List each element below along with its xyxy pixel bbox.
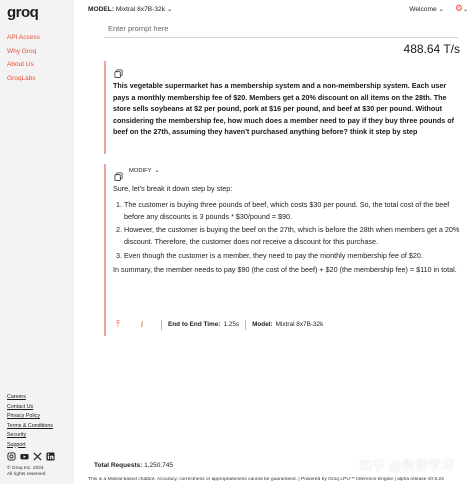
end-time-label: End to End Time: [168,321,221,328]
modify-label: MODIFY [129,168,152,174]
sidebar-footer-links [7,393,53,450]
social-links [7,452,55,461]
youtube-icon[interactable] [20,452,29,461]
end-time-value: 1.25s [223,321,240,328]
footer-terms[interactable]: Terms & Conditions [7,422,53,429]
chevron-down-icon: ⌄ [166,6,173,13]
model-select[interactable] [88,5,172,13]
top-bar [74,0,474,18]
nav-api-access[interactable]: API Access [7,34,40,41]
stats-model-value: Mixtral 8x7B-32k [275,321,324,328]
copyright: © Groq Inc. 2024 All rights reserved [7,466,46,477]
assistant-intro: Sure, let's break it down step by step: [113,184,233,193]
divider [245,320,246,330]
model-value: Mixtral 8x7B-32k [115,6,165,13]
model-label: MODEL: [88,6,115,13]
total-requests-label: Total Requests: [94,462,143,469]
stats-model-label: Model: [252,321,273,328]
sidebar-nav [7,31,40,85]
assistant-message-body [113,183,461,276]
assistant-summary: In summary, the member needs to pay $90 (the cost of the beef) + $20 (the membership fee) = $110 in total. [113,264,457,274]
list-item: 2. However, the customer is buying the beef on the 27th, which is before the 28th when members get a 20% discount. Therefore, the customer does not receive a discount for this purchase. [124,224,461,248]
footer-support[interactable]: Support [7,441,26,448]
total-requests-value: 1,250,745 [144,462,174,469]
footer-security[interactable]: Security [7,432,27,438]
chevron-down-icon: ⌄ [438,6,444,13]
info-icon[interactable]: i [140,320,144,329]
copy-icon[interactable] [114,65,123,74]
footer-privacy-policy[interactable]: Privacy Policy [7,413,40,419]
chevron-down-icon: ⌄ [154,168,160,174]
modify-button[interactable] [129,168,159,174]
assistant-message [104,164,464,336]
groq-logo[interactable]: groq [7,4,39,21]
watermark: 知乎 @数据学习 [359,459,455,474]
gear-icon[interactable]: ⚙⌄ [454,3,468,13]
total-requests [94,462,173,469]
tokens-per-second: 488.64 T/s [403,42,460,56]
footer-contact-us[interactable]: Contact Us [7,403,34,410]
nav-groqlabs[interactable]: GroqLabs [7,74,36,82]
footer-careers[interactable]: Careers [7,394,26,400]
divider [161,320,162,330]
copy-icon[interactable] [114,168,123,177]
instagram-icon[interactable] [7,452,16,461]
x-icon[interactable] [33,452,42,461]
nav-about-us[interactable]: About Us [7,61,34,68]
list-item: 1. The customer is buying three pounds of beef, which costs $30 per pound. So, the total cost of the beef before any discounts is 3 pounds * $30/pound = $90. [124,199,461,223]
list-item: 3. Even though the customer is a member, they need to pay the monthly membership fee of $20. [124,250,461,262]
user-message [104,61,464,154]
response-stats [113,319,323,330]
nav-why-groq[interactable]: Why Groq [7,47,37,55]
upload-icon[interactable]: ⤒ [116,319,120,329]
welcome-menu[interactable] [409,5,444,13]
welcome-label: Welcome [409,6,437,13]
user-message-text: This vegetable supermarket has a membership system and a non-membership system. Each user pays a monthly membership fee of $20. Members get a 20% discount on all items on the 28th. The store sells soybeans at $2 per pound, pork at $16 per pound, and beef at $30 per pound. Without considering the membership fee, how much does a member need to pay if they buy three pounds of beef on the 27th, assuming they haven't purchased anything before? think it step by step [113,81,455,137]
sidebar [0,0,74,484]
prompt-input[interactable] [104,19,458,38]
linkedin-icon[interactable] [46,452,55,461]
disclaimer: This is a Mixtral-based chatbot. Accuracy, correctness or appropriateness cannot be guaranteed. | Powered by Groq LPU™ Inference Engine | alpha release v0.9.24 [88,477,444,482]
assistant-steps [113,199,461,262]
